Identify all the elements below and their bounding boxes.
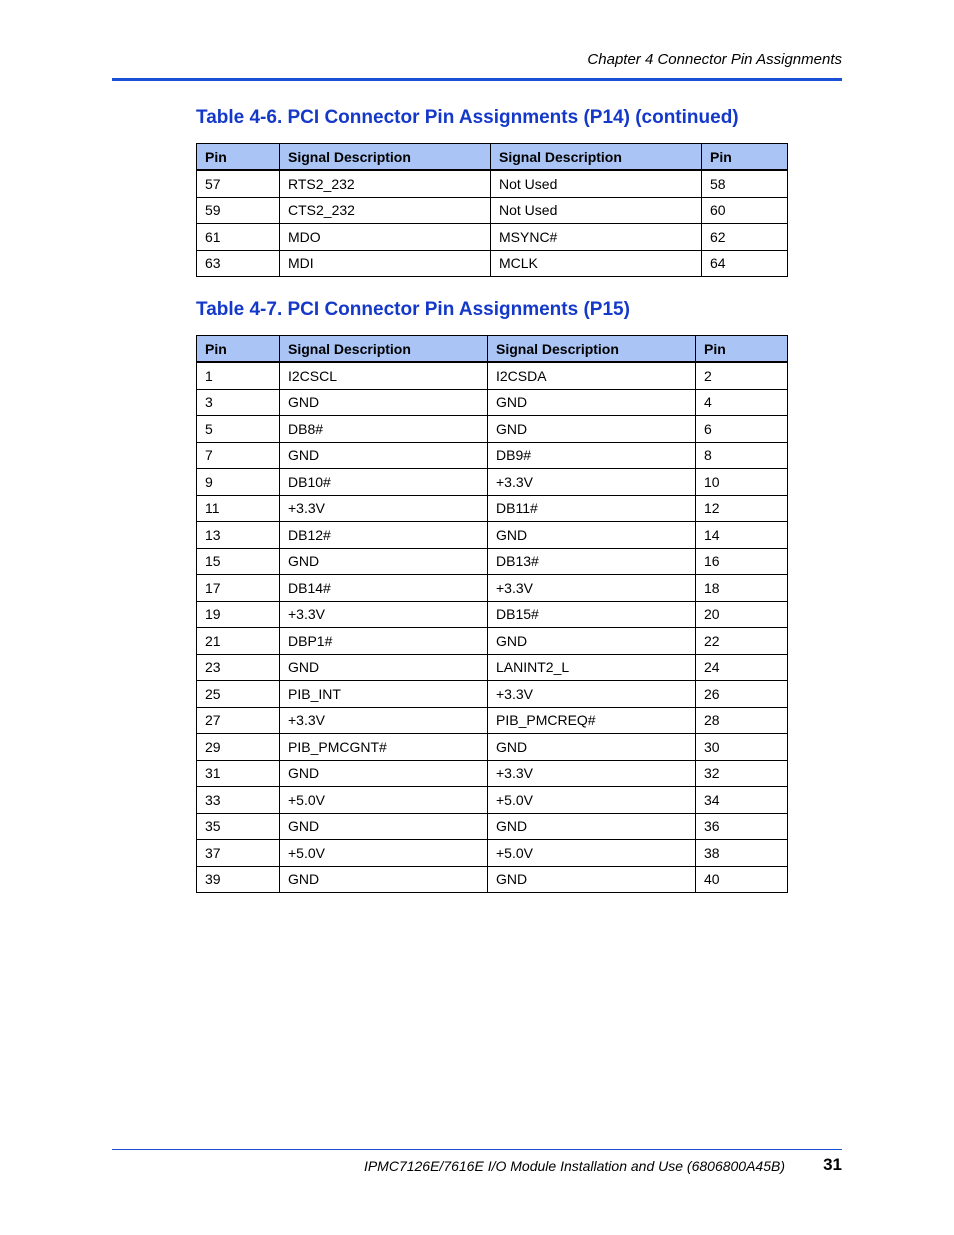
table-cell: 2 <box>696 362 788 389</box>
column-header: Signal Description <box>280 144 491 171</box>
table-cell: +3.3V <box>488 681 696 708</box>
table-row <box>197 787 788 814</box>
table2 <box>196 335 788 893</box>
table-cell: 64 <box>702 250 788 277</box>
table-cell: DB11# <box>488 495 696 522</box>
table-cell: 61 <box>197 224 280 251</box>
table-cell: +5.0V <box>488 787 696 814</box>
table1 <box>196 143 788 277</box>
table-cell: +5.0V <box>488 840 696 867</box>
table-cell: 6 <box>696 416 788 443</box>
table-cell: GND <box>280 442 488 469</box>
table-body <box>197 362 788 893</box>
table-cell: GND <box>488 813 696 840</box>
table-cell: 63 <box>197 250 280 277</box>
footer-rule <box>112 1149 842 1150</box>
table-cell: GND <box>280 389 488 416</box>
table-cell: 62 <box>702 224 788 251</box>
column-header: Pin <box>696 336 788 363</box>
table-row <box>197 442 788 469</box>
table-cell: 11 <box>197 495 280 522</box>
table-row <box>197 224 788 251</box>
table-row <box>197 362 788 389</box>
table-cell: 25 <box>197 681 280 708</box>
table-cell: +5.0V <box>280 787 488 814</box>
table-cell: 17 <box>197 575 280 602</box>
table-cell: 14 <box>696 522 788 549</box>
table-cell: 16 <box>696 548 788 575</box>
table-row <box>197 495 788 522</box>
table-row <box>197 654 788 681</box>
table-row <box>197 840 788 867</box>
table-cell: GND <box>488 416 696 443</box>
table-cell: Not Used <box>491 170 702 197</box>
table-cell: PIB_PMCGNT# <box>280 734 488 761</box>
table-header-row <box>197 336 788 363</box>
table-cell: PIB_PMCREQ# <box>488 707 696 734</box>
table-cell: 34 <box>696 787 788 814</box>
table-body <box>197 170 788 277</box>
table-cell: GND <box>280 548 488 575</box>
table-cell: GND <box>488 389 696 416</box>
table-cell: 36 <box>696 813 788 840</box>
table-cell: DB10# <box>280 469 488 496</box>
table-cell: 40 <box>696 866 788 893</box>
table-cell: +3.3V <box>488 760 696 787</box>
table-cell: DBP1# <box>280 628 488 655</box>
table-cell: GND <box>280 654 488 681</box>
table-row <box>197 707 788 734</box>
column-header: Pin <box>702 144 788 171</box>
table-row <box>197 548 788 575</box>
table-cell: MSYNC# <box>491 224 702 251</box>
table-cell: +3.3V <box>488 469 696 496</box>
table-cell: 58 <box>702 170 788 197</box>
table-cell: 18 <box>696 575 788 602</box>
table-cell: +3.3V <box>280 707 488 734</box>
table-cell: DB12# <box>280 522 488 549</box>
table-row <box>197 522 788 549</box>
footer-document-title: IPMC7126E/7616E I/O Module Installation and Use (6806800A45B) <box>363 1158 785 1174</box>
table-cell: 3 <box>197 389 280 416</box>
table-cell: 30 <box>696 734 788 761</box>
table-cell: GND <box>488 866 696 893</box>
column-header: Pin <box>197 336 280 363</box>
table-cell: 20 <box>696 601 788 628</box>
table-cell: DB14# <box>280 575 488 602</box>
table-cell: 31 <box>197 760 280 787</box>
table-cell: 27 <box>197 707 280 734</box>
table-cell: GND <box>488 734 696 761</box>
table-cell: 1 <box>197 362 280 389</box>
table-cell: 24 <box>696 654 788 681</box>
table-row <box>197 197 788 224</box>
table-cell: DB13# <box>488 548 696 575</box>
table-cell: GND <box>280 760 488 787</box>
table-row <box>197 760 788 787</box>
table-row <box>197 866 788 893</box>
table-cell: 12 <box>696 495 788 522</box>
column-header: Signal Description <box>280 336 488 363</box>
chapter-header: Chapter 4 Connector Pin Assignments <box>587 51 842 68</box>
table-cell: 13 <box>197 522 280 549</box>
column-header: Pin <box>197 144 280 171</box>
table-cell: 35 <box>197 813 280 840</box>
table-cell: RTS2_232 <box>280 170 491 197</box>
table-cell: GND <box>280 866 488 893</box>
table-cell: 5 <box>197 416 280 443</box>
table-row <box>197 628 788 655</box>
table-cell: 59 <box>197 197 280 224</box>
table-row <box>197 170 788 197</box>
table-cell: 21 <box>197 628 280 655</box>
header-rule <box>112 78 842 81</box>
table-row <box>197 416 788 443</box>
table-cell: I2CSCL <box>280 362 488 389</box>
table-cell: GND <box>488 522 696 549</box>
table-cell: DB9# <box>488 442 696 469</box>
table-cell: 32 <box>696 760 788 787</box>
table-row <box>197 601 788 628</box>
table-cell: 19 <box>197 601 280 628</box>
table-cell: +3.3V <box>280 495 488 522</box>
table-cell: 26 <box>696 681 788 708</box>
table-cell: CTS2_232 <box>280 197 491 224</box>
table-cell: DB8# <box>280 416 488 443</box>
table-cell: 7 <box>197 442 280 469</box>
column-header: Signal Description <box>491 144 702 171</box>
table-cell: 8 <box>696 442 788 469</box>
column-header: Signal Description <box>488 336 696 363</box>
table-header-row <box>197 144 788 171</box>
table-cell: 9 <box>197 469 280 496</box>
table-cell: MDO <box>280 224 491 251</box>
table-cell: 33 <box>197 787 280 814</box>
table-cell: 60 <box>702 197 788 224</box>
table-cell: 22 <box>696 628 788 655</box>
table-cell: 10 <box>696 469 788 496</box>
table-cell: 15 <box>197 548 280 575</box>
table-cell: +3.3V <box>280 601 488 628</box>
table-cell: +5.0V <box>280 840 488 867</box>
table-row <box>197 681 788 708</box>
table-cell: MCLK <box>491 250 702 277</box>
table-row <box>197 734 788 761</box>
table-cell: 39 <box>197 866 280 893</box>
table-cell: PIB_INT <box>280 681 488 708</box>
table-row <box>197 575 788 602</box>
table-cell: 4 <box>696 389 788 416</box>
table-cell: 23 <box>197 654 280 681</box>
table-row <box>197 813 788 840</box>
table-cell: DB15# <box>488 601 696 628</box>
table2-title: Table 4-7. PCI Connector Pin Assignments (P15) <box>196 299 630 320</box>
table-cell: Not Used <box>491 197 702 224</box>
table-cell: 38 <box>696 840 788 867</box>
table-cell: GND <box>488 628 696 655</box>
table-cell: 37 <box>197 840 280 867</box>
table-cell: 57 <box>197 170 280 197</box>
table-cell: 29 <box>197 734 280 761</box>
table-row <box>197 389 788 416</box>
page-number: 31 <box>823 1155 842 1174</box>
table1-title: Table 4-6. PCI Connector Pin Assignments (P14) (continued) <box>196 107 739 128</box>
table-cell: GND <box>280 813 488 840</box>
table-cell: MDI <box>280 250 491 277</box>
table-cell: LANINT2_L <box>488 654 696 681</box>
table-cell: +3.3V <box>488 575 696 602</box>
table-row <box>197 469 788 496</box>
table-cell: 28 <box>696 707 788 734</box>
table-cell: I2CSDA <box>488 362 696 389</box>
table-row <box>197 250 788 277</box>
